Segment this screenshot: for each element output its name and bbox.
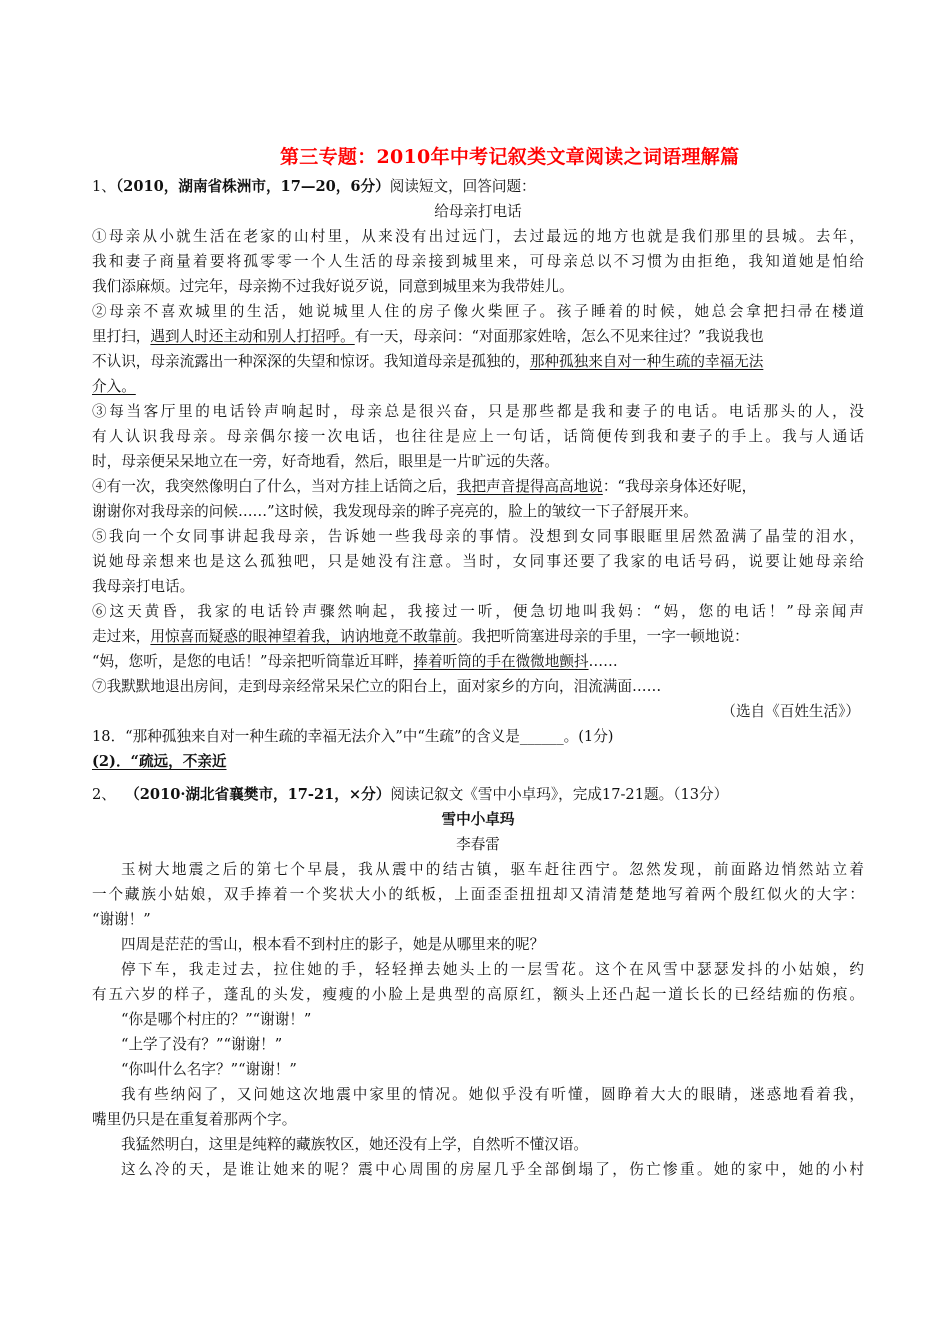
q1-paragraph-3 <box>92 399 864 474</box>
text-span: 有一天，母亲问：“对面那家姓啥，怎么不见来往过？”我说我也 <box>354 328 764 345</box>
q2-header <box>92 782 864 807</box>
text-line <box>92 374 864 399</box>
text-line: 嘴里仍只是在重复着那两个字。 <box>92 1111 297 1128</box>
underlined-phrase: 遇到人时还主动和别人打招呼。 <box>150 328 355 345</box>
document-page <box>92 140 864 1182</box>
text-line: 时，母亲便呆呆地立在一旁，好奇地看，然后，眼里是一片旷远的失落。 <box>92 453 560 470</box>
q2-paragraph-7 <box>92 1082 864 1132</box>
q1-number: 1、 <box>92 178 116 195</box>
text-line <box>92 349 864 374</box>
q2-paragraph-9: 这么冷的天，是谁让她来的呢？震中心周围的房屋几乎全部倒塌了，伤亡惨重。她的家中，她的小村 <box>121 1161 864 1178</box>
text-line: 我们添麻烦。过完年，母亲拗不过我好说歹说，同意到城里来为我带娃儿。 <box>92 278 574 295</box>
text-line: “谢谢！” <box>92 911 151 928</box>
q2-paragraph-5: “上学了没有？”“谢谢！” <box>121 1036 283 1053</box>
q2-paragraph-6: “你叫什么名字？”“谢谢！” <box>121 1061 297 1078</box>
underlined-phrase: 用惊喜而疑惑的眼神望着我，讷讷地竟不敢靠前 <box>150 628 457 645</box>
underlined-phrase: 那种孤独来自对一种生疏的幸福无法 <box>529 353 764 370</box>
q1-source: （2010，湖南省株洲市，17—20，6分） <box>115 178 390 195</box>
q1-paragraph-2 <box>92 299 864 399</box>
q1-header <box>92 174 864 199</box>
text-line <box>92 624 864 649</box>
text-line <box>92 474 864 499</box>
q1-citation: （选自《百姓生活》） <box>721 703 860 720</box>
text-span: …… <box>588 653 618 670</box>
text-line: ①母亲从小就生活在老家的山村里，从来没有出过远门，去过最远的地方也就是我们那里的县城。去年， <box>92 228 864 245</box>
text-span: 里打扫， <box>92 328 151 345</box>
q2-author: 李春雷 <box>456 836 500 853</box>
text-line <box>92 324 864 349</box>
underlined-phrase: 介入。 <box>92 378 136 395</box>
q2-source: （2010·湖北省襄樊市，17-21，×分） <box>125 786 391 803</box>
text-line: 说她母亲想来也是这么孤独吧，只是她没有注意。当时，女同事还要了我家的电话号码，说要让她母亲给 <box>92 553 864 570</box>
text-span: “妈，您听，是您的电话！”母亲把听筒靠近耳畔， <box>92 653 414 670</box>
text-line: 玉树大地震之后的第七个早晨，我从震中的结古镇，驱车赶往西宁。忽然发现，前面路边悄然站立着 <box>121 861 864 878</box>
q1-paragraph-4 <box>92 474 864 524</box>
q1-answer-line <box>92 749 864 774</box>
text-line: 停下车，我走过去，拉住她的手，轻轻掸去她头上的一层雪花。这个在风雪中瑟瑟发抖的小姑娘，约 <box>121 961 864 978</box>
text-span: 不认识，母亲流露出一种深深的失望和惊讶。我知道母亲是孤独的， <box>92 353 530 370</box>
q1-paragraph-7: ⑦我默默地退出房间，走到母亲经常呆呆伫立的阳台上，面对家乡的方向，泪流满面…… <box>92 678 662 695</box>
text-line: 谢谢你对我母亲的问候……”这时候，我发现母亲的眸子亮亮的，脸上的皱纹一下子舒展开来。 <box>92 503 698 520</box>
text-line: 我和妻子商量着要将孤零零一个人生活的母亲接到城里来，可母亲总以不习惯为由拒绝，我知道她是怕给 <box>92 253 864 270</box>
q2-paragraph-1 <box>92 857 864 932</box>
q2-paragraph-4: “你是哪个村庄的？”“谢谢！” <box>121 1011 312 1028</box>
text-line: 我母亲打电话。 <box>92 578 195 595</box>
q2-article-title: 雪中小卓玛 <box>441 811 515 828</box>
q1-paragraph-5 <box>92 524 864 599</box>
underlined-phrase: 我把声音提得高高地说 <box>456 478 603 495</box>
q1-article-title: 给母亲打电话 <box>434 203 522 220</box>
text-line: 有人认识我母亲。母亲偶尔接一次电话，也往往是应上一句话，话筒便传到我和妻子的手上。我与人通话 <box>92 428 864 445</box>
page-title: 第三专题：2010年中考记叙类文章阅读之词语理解篇 <box>280 146 740 168</box>
q1-instruction: 阅读短文，回答问题： <box>389 178 536 195</box>
q1-paragraph-1 <box>92 224 864 299</box>
text-line: ③每当客厅里的电话铃声响起时，母亲总是很兴奋，只是那些都是我和妻子的电话。电话那头的人，没 <box>92 403 864 420</box>
text-line: 一个藏族小姑娘，双手捧着一个奖状大小的纸板，上面歪歪扭扭却又清清楚楚地写着两个殷红似火的大字： <box>92 886 864 903</box>
text-span: ：“我母亲身体还好呢， <box>602 478 757 495</box>
q2-paragraph-8: 我猛然明白，这里是纯粹的藏族牧区，她还没有上学，自然听不懂汉语。 <box>121 1136 589 1153</box>
spacer <box>92 774 864 782</box>
q2-number: 2、 <box>92 786 116 803</box>
q2-paragraph-2: 四周是茫茫的雪山，根本看不到村庄的影子，她是从哪里来的呢？ <box>121 936 545 953</box>
text-line: ⑥这天黄昏，我家的电话铃声骤然响起，我接过一听，便急切地叫我妈：“妈，您的电话！”母亲闻声 <box>92 603 864 620</box>
text-span: 走过来， <box>92 628 151 645</box>
text-line <box>92 649 864 674</box>
text-line: ②母亲不喜欢城里的生活，她说城里人住的房子像火柴匣子。孩子睡着的时候，她总会拿把扫帚在楼道 <box>92 303 864 320</box>
q1-answer: (2)．“疏远，不亲近 <box>92 753 227 770</box>
q2-instruction: 阅读记叙文《雪中小卓玛》，完成17-21题。（13分） <box>390 786 729 803</box>
q2-paragraph-3 <box>92 957 864 1007</box>
text-span: 。我把听筒塞进母亲的手里，一字一顿地说： <box>456 628 749 645</box>
text-line: 我有些纳闷了，又问她这次地震中家里的情况。她似乎没有听懂，圆睁着大大的眼睛，迷惑地看着我， <box>121 1086 864 1103</box>
text-line: ⑤我向一个女同事讲起我母亲，告诉她一些我母亲的事情。没想到女同事眼眶里居然盈满了晶莹的泪水， <box>92 528 864 545</box>
text-line: 有五六岁的样子，蓬乱的头发，瘦瘦的小脸上是典型的高原红，额头上还凸起一道长长的已经结痂的伤痕。 <box>92 986 864 1003</box>
underlined-phrase: 捧着听筒的手在微微地颤抖 <box>413 653 589 670</box>
q1-question: 18．“那种孤独来自对一种生疏的幸福无法介入”中“生疏”的含义是______。(1分) <box>92 728 614 745</box>
q1-paragraph-6 <box>92 599 864 674</box>
text-span: ④有一次，我突然像明白了什么，当对方挂上话筒之后， <box>92 478 457 495</box>
